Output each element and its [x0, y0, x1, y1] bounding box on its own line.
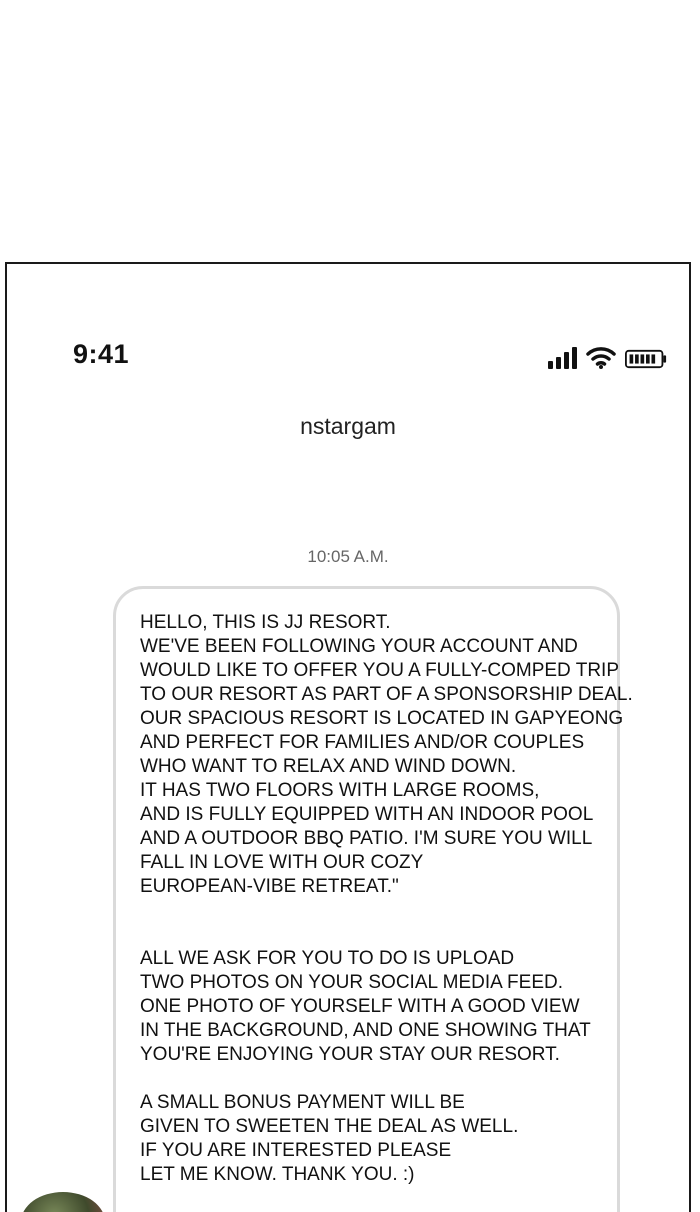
app-title: nstargam [300, 413, 396, 439]
cellular-signal-icon [548, 347, 577, 369]
battery-icon [625, 349, 667, 369]
message-text: HELLO, THIS IS JJ RESORT. WE'VE BEEN FOLLOWING YOUR ACCOUNT AND WOULD LIKE TO OFFER YOU A FULLY-COMPED TRIP TO OUR RESORT AS PART OF A SPONSORSHIP DEAL. OUR SPACIOUS RESORT IS LOCATED IN GAPYEONG AND PERFECT FOR FAMILIES AND/OR COUPLES WHO WANT TO RELAX AND WIND DOWN. IT HAS TWO FLOORS WITH LARGE ROOMS, AND IS FULLY EQUIPPED WITH AN INDOOR POOL AND A OUTDOOR BBQ PATIO. I'M SURE YOU WILL FALL IN LOVE WITH OUR COZY EUROPEAN-VIBE RETREAT." ALL WE ASK FOR YOU TO DO IS UPLOAD TWO PHOTOS ON YOUR SOCIAL MEDIA FEED. ONE PHOTO OF YOURSELF WITH A GOOD VIEW IN THE BACKGROUND, AND ONE SHOWING THAT YOU'RE ENJOYING YOUR STAY OUR RESORT. A SMALL BONUS PAYMENT WILL BE GIVEN TO SWEETEN THE DEAL AS WELL. IF YOU ARE INTERESTED PLEASE LET ME KNOW. THANK YOU. :) [140, 612, 633, 1185]
status-icons [548, 345, 667, 369]
message-timestamp: 10:05 A.M. [307, 547, 389, 566]
message-bubble[interactable] [113, 586, 633, 1212]
wifi-icon [586, 345, 616, 369]
sender-avatar[interactable] [21, 1192, 105, 1212]
phone-screen [5, 262, 691, 1212]
status-time: 9:41 [73, 339, 130, 369]
